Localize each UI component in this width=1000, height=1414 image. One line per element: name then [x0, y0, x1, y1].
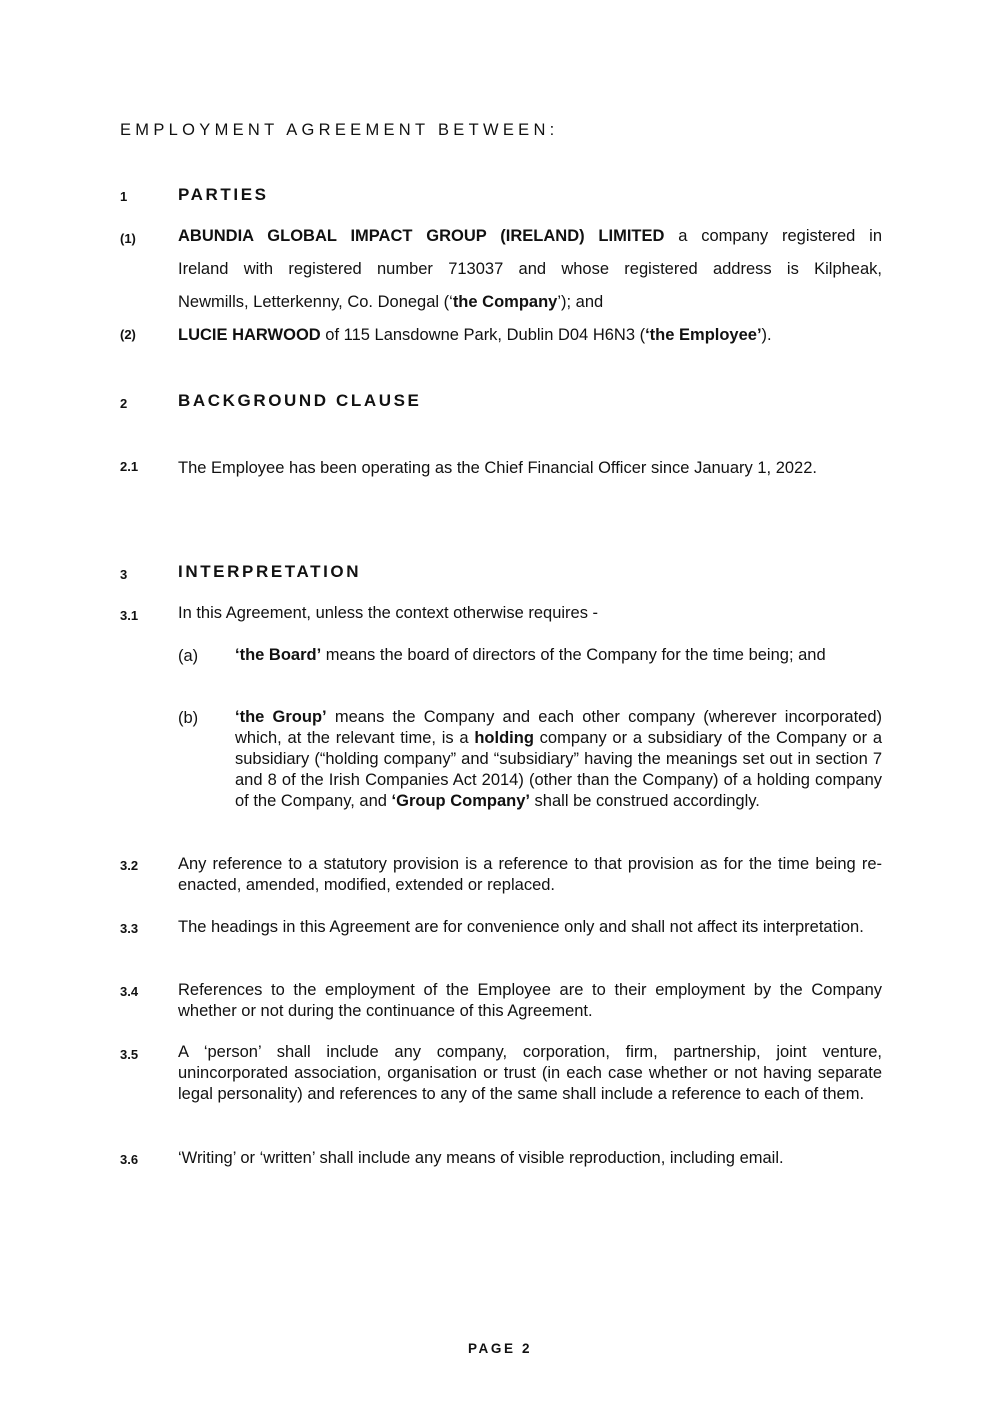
- party-company-line: [178, 220, 882, 253]
- clause-text: ‘Writing’ or ‘written’ shall include any means of visible reproduction, including email.: [178, 1149, 784, 1167]
- clause-number: 3.2: [120, 858, 139, 873]
- page-number: PAGE 2: [467, 1341, 533, 1356]
- clause-number: 3.3: [120, 921, 139, 936]
- section-heading-interpretation: INTERPRETATION: [178, 562, 362, 581]
- section-heading-background: BACKGROUND CLAUSE: [178, 391, 422, 410]
- subclause-text: means the Company and each other company (wherever incorporated) which, at the relevant time, is a: [235, 708, 883, 747]
- employee-name: LUCIE HARWOOD: [178, 326, 321, 344]
- clause-number: 3.6: [120, 1152, 139, 1167]
- party-number: (2): [120, 327, 136, 342]
- party-company: [178, 220, 882, 319]
- party-company-line: Ireland with registered number 713037 and whose registered address is Kilpheak,: [178, 260, 882, 278]
- clause-text: In this Agreement, unless the context otherwise requires -: [178, 604, 599, 622]
- defined-term: ‘the Employee’: [645, 326, 762, 344]
- document-title: EMPLOYMENT AGREEMENT BETWEEN:: [120, 121, 559, 139]
- defined-term: ‘Group Company’: [391, 792, 530, 810]
- clause-number: 3.4: [120, 984, 139, 999]
- clause-text: References to the employment of the Employee are to their employment by the Company whether or not during the continuance of this Agreement.: [178, 981, 882, 1020]
- clause-text: The headings in this Agreement are for convenience only and shall not affect its interpretation.: [178, 918, 864, 936]
- clause-text: Any reference to a statutory provision is a reference to that provision as for the time being re-enacted, amended, modified, extended or replaced.: [178, 855, 882, 894]
- clause-text: The Employee has been operating as the Chief Financial Officer since January 1, 2022.: [178, 459, 817, 477]
- party-employee: [178, 319, 882, 352]
- party-text: ).: [761, 326, 772, 344]
- subclause-b: [235, 707, 882, 812]
- defined-term: ‘the Board’: [235, 646, 322, 664]
- section-number: 1: [120, 189, 128, 204]
- subclause-text: company or a subsidiary of the Company or a subsidiary (“holding company” and “subsidiary” having the meanings set out in section 7 and 8 of the Irish Companies Act 2014) (other than the Company) of a holding company of the Company, and: [235, 729, 882, 810]
- party-text: a company registered in: [664, 227, 882, 245]
- party-number: (1): [120, 231, 136, 246]
- subclause-label: (a): [178, 647, 199, 665]
- defined-term: the Company: [452, 293, 558, 311]
- party-text: ’); and: [557, 293, 604, 311]
- section-number: 2: [120, 396, 128, 411]
- company-name: ABUNDIA GLOBAL IMPACT GROUP (IRELAND) LIMITED: [178, 227, 665, 245]
- party-text: Newmills, Letterkenny, Co. Donegal (‘: [178, 293, 453, 311]
- subclause-text: means the board of directors of the Company for the time being; and: [321, 646, 826, 664]
- section-heading-parties: PARTIES: [178, 185, 269, 204]
- subclause-a: [235, 645, 882, 666]
- clause-text: A ‘person’ shall include any company, corporation, firm, partnership, joint venture, unincorporated association, organisation or trust (in each case whether or not having separate legal personality) and references to any of the same shall include a reference to each of them.: [178, 1043, 882, 1103]
- subclause-label: (b): [178, 709, 199, 727]
- clause-number: 3.5: [120, 1047, 139, 1062]
- defined-term: ‘the Group’: [235, 708, 327, 726]
- section-number: 3: [120, 567, 128, 582]
- clause-number: 3.1: [120, 608, 139, 623]
- clause-number: 2.1: [120, 459, 139, 474]
- party-text: of 115 Lansdowne Park, Dublin D04 H6N3 (: [320, 326, 646, 344]
- subclause-text: shall be construed accordingly.: [529, 792, 760, 810]
- party-company-line: [178, 286, 882, 319]
- bold-word: holding: [474, 729, 534, 747]
